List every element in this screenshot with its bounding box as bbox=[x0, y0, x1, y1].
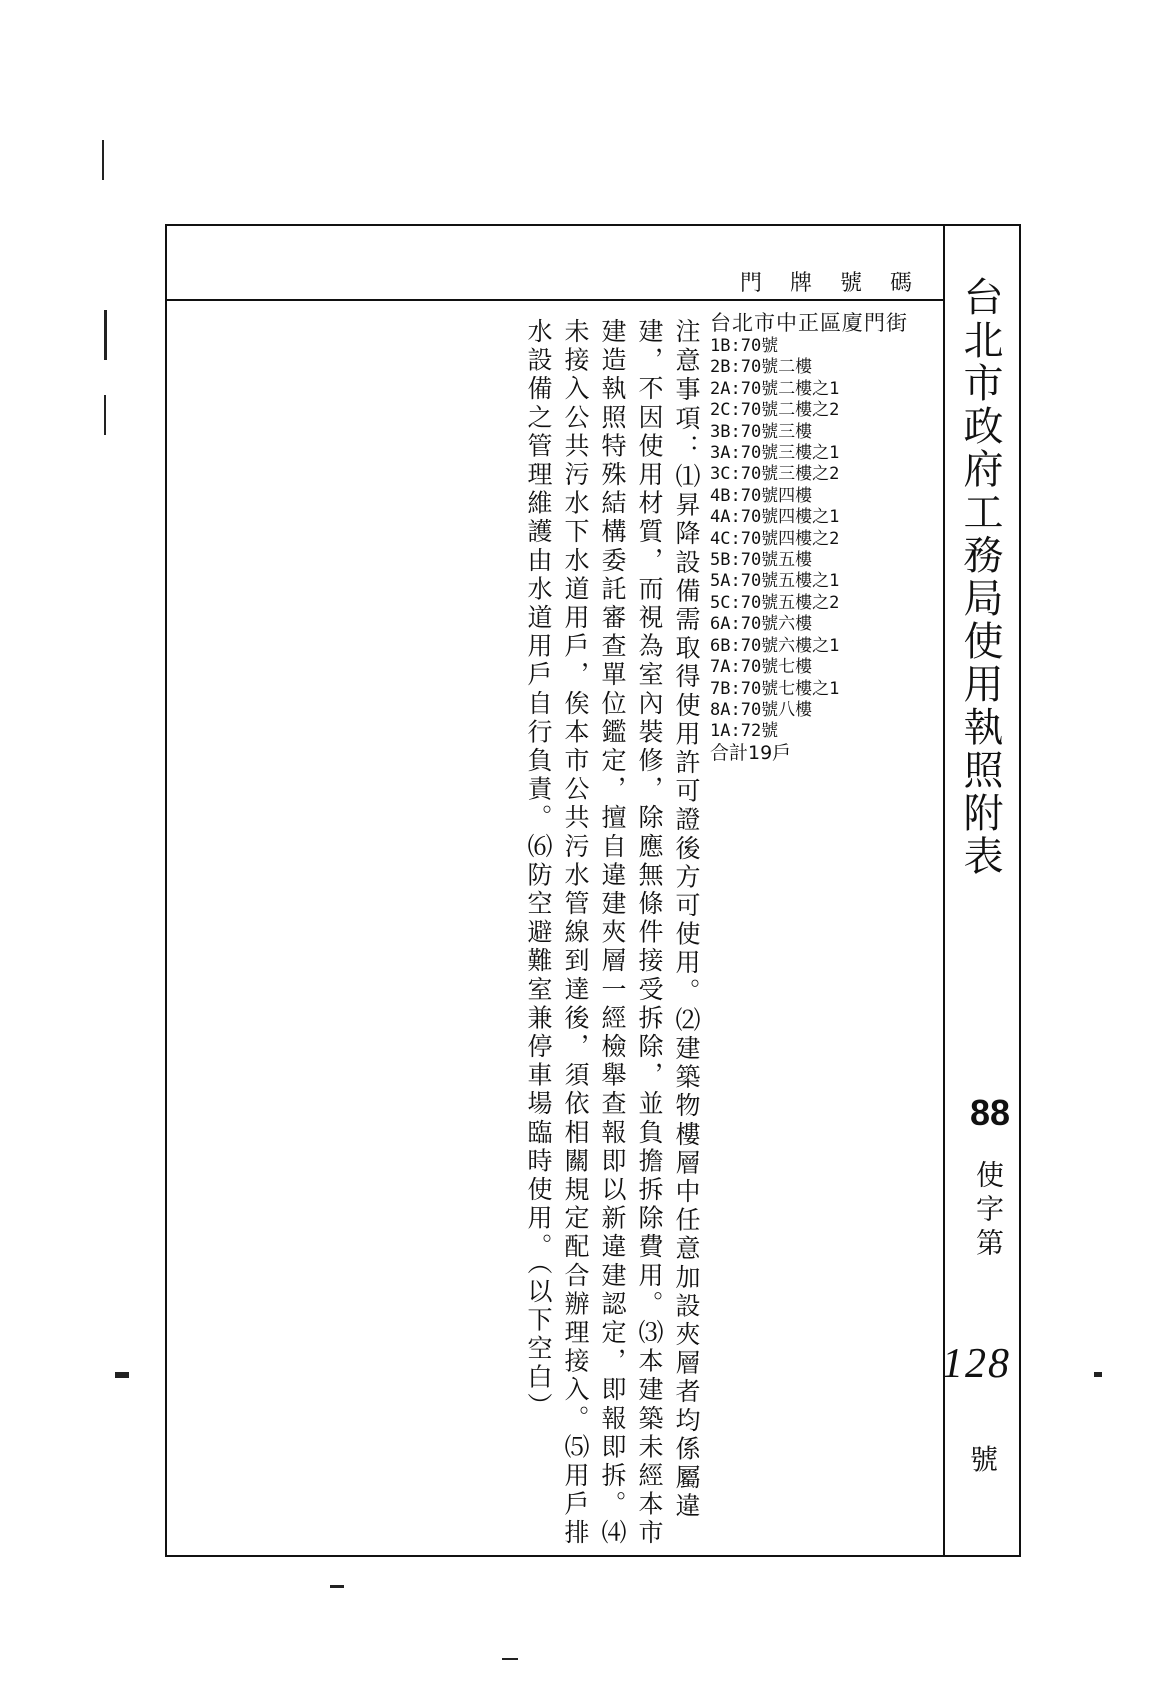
unit-address: 1B:70號 bbox=[710, 336, 779, 356]
permit-number: 128 bbox=[942, 1341, 1011, 1387]
unit-list bbox=[710, 336, 908, 743]
unit-address: 3A:70號三樓之1 bbox=[710, 443, 840, 464]
unit-address: 3B:70號三樓 bbox=[710, 421, 813, 442]
door-number-header: 門牌號碼 bbox=[740, 271, 941, 296]
scan-mark bbox=[104, 310, 107, 360]
unit-address: 2C:70號二樓之2 bbox=[710, 400, 840, 421]
address-block bbox=[710, 310, 908, 764]
unit-address: 8A:70號八樓 bbox=[710, 699, 813, 720]
scan-mark bbox=[1094, 1372, 1102, 1377]
unit-address: 5C:70號五樓之2 bbox=[710, 592, 840, 613]
notes-block bbox=[520, 318, 705, 1553]
street-address: 台北市中正區廈門街 bbox=[710, 311, 908, 335]
unit-address: 4B:70號四樓 bbox=[710, 485, 813, 506]
scan-mark bbox=[330, 1585, 344, 1588]
scan-mark bbox=[104, 395, 106, 435]
permit-prefix: 使字第 bbox=[972, 1160, 1005, 1262]
unit-address: 5A:70號五樓之1 bbox=[710, 571, 840, 592]
unit-address: 6A:70號六樓 bbox=[710, 614, 813, 635]
unit-address: 1A:72號 bbox=[710, 721, 779, 742]
scan-mark bbox=[115, 1372, 129, 1378]
unit-address: 2B:70號二樓 bbox=[710, 357, 813, 378]
header-row-divider bbox=[165, 299, 943, 301]
unit-address: 6B:70號六樓之1 bbox=[710, 635, 840, 656]
unit-address: 7A:70號七樓 bbox=[710, 657, 813, 678]
unit-address: 2A:70號二樓之1 bbox=[710, 378, 840, 399]
household-total: 合計19戶 bbox=[710, 741, 792, 764]
form-title: 台北市政府工務局使用執照附表 bbox=[957, 276, 1003, 878]
permit-year: 88 bbox=[969, 1092, 1011, 1133]
scan-mark bbox=[102, 140, 104, 180]
unit-address: 4C:70號四樓之2 bbox=[710, 528, 840, 549]
notes-text: ⑴昇降設備需取得使用許可證後方可使用。⑵建築物樓層中任意加設夾層者均係屬違建，不因使用材質，而視為室內裝修，除應無條件接受拆除，並負擔拆除費用。⑶本建築未經本市建造執照特殊結構委託審查單位鑑定，擅自違建夾層一經檢舉查報即以新違建認定，即報即拆。⑷未接入公共污水下水道用戶，俟本市公共污水管線到達後，須依相關規定配合辦理接入。⑸用戶排水設備之管理維護由水道用戶自行負責。⑹防空避難室兼停車場臨時使用。（以下空白） bbox=[524, 318, 701, 1548]
unit-address: 4A:70號四樓之1 bbox=[710, 507, 840, 528]
scan-mark bbox=[502, 1658, 518, 1660]
notes-label: 注意事項： bbox=[672, 318, 701, 463]
unit-address: 3C:70號三樓之2 bbox=[710, 464, 840, 485]
unit-address: 7B:70號七樓之1 bbox=[710, 678, 840, 699]
unit-address: 5B:70號五樓 bbox=[710, 550, 813, 571]
permit-suffix: 號 bbox=[970, 1443, 999, 1476]
